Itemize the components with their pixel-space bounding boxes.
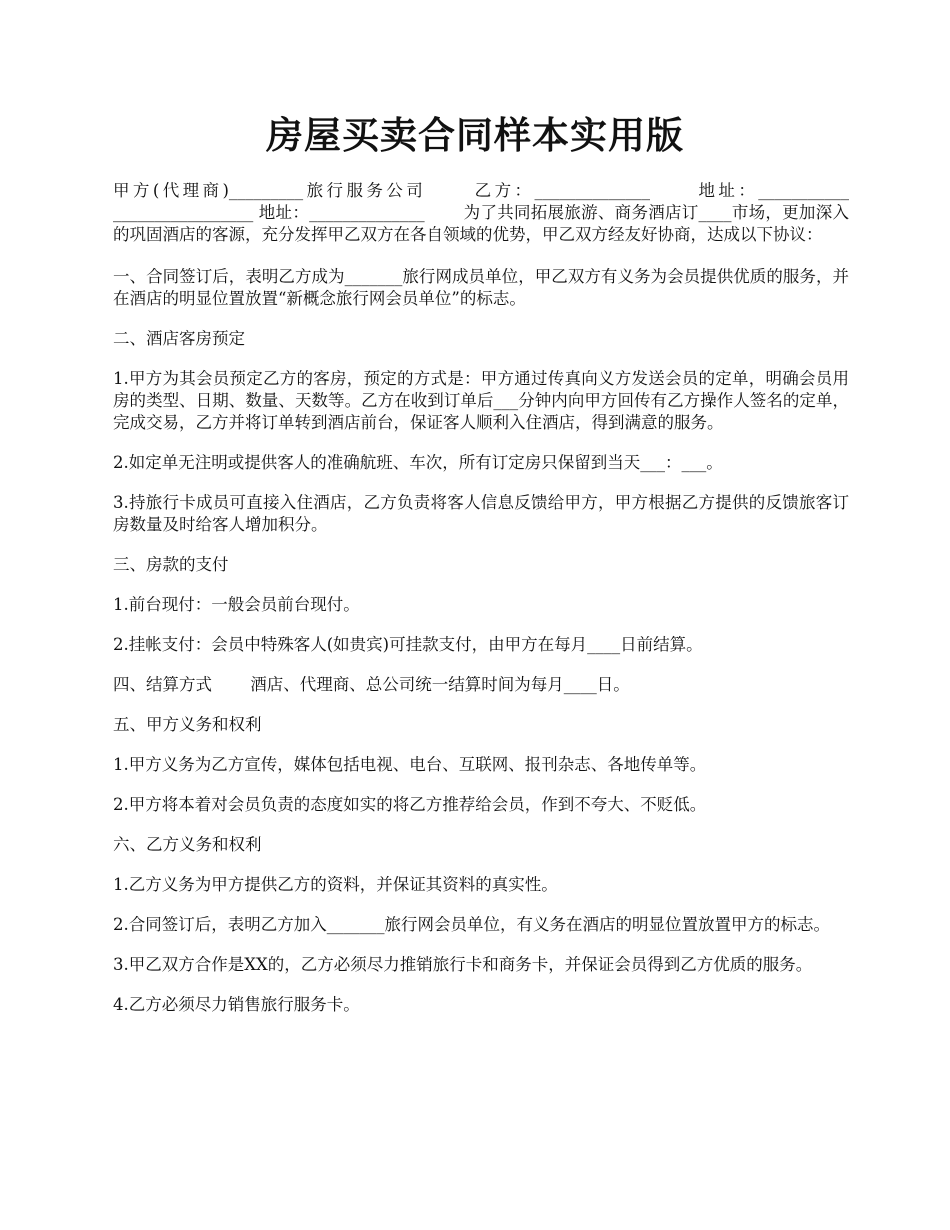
clause-party-b-3: 3.甲乙双方合作是XX的，乙方必须尽力推销旅行卡和商务卡，并保证会员得到乙方优质的服务。 <box>113 955 813 974</box>
clause-1: 一、合同签订后，表明乙方成为_______旅行网成员单位，甲乙双方有义务为会员提供优质的服务，并在酒店的明显位置放置“新概念旅行网会员单位”的标志。 <box>113 267 849 308</box>
clause-party-a-2: 2.甲方将本着对会员负责的态度如实的将乙方推荐给会员，作到不夸大、不贬低。 <box>113 795 707 814</box>
clause-booking-1: 1.甲方为其会员预定乙方的客房，预定的方式是：甲方通过传真向义方发送会员的定单，明确会员用房的类型、日期、数量、天数等。乙方在收到订单后___分钟内向甲方回传有乙方操作人签名的定单，完成交易，乙方并将订单转到酒店前台，保证客人顺利入住酒店，得到满意的服务。 <box>113 369 849 432</box>
section-settlement: 四、结算方式 酒店、代理商、总公司统一结算时间为每月____日。 <box>113 675 630 694</box>
clause-booking-2: 2.如定单无注明或提供客人的准确航班、车次，所有订定房只保留到当天___：___。 <box>113 453 723 472</box>
clause-booking-3: 3.持旅行卡成员可直接入住酒店，乙方负责将客人信息反馈给甲方，甲方根据乙方提供的反馈旅客订房数量及时给客人增加积分。 <box>113 493 849 534</box>
section-heading-payment: 三、房款的支付 <box>113 555 229 574</box>
section-heading-party-b: 六、乙方义务和权利 <box>113 835 262 854</box>
document-body <box>113 180 849 1034</box>
section-heading-party-a: 五、甲方义务和权利 <box>113 715 262 734</box>
intro-paragraph: 甲方(代理商)_________旅行服务公司 乙方：______________ 地址：___________ _________________ 地址：______________ 为了共同拓展旅游、商务酒店订____市场，更加深入的巩固酒店的客源，充分发挥甲乙双方在各自领域的优势，甲乙双方经友好协商，达成以下协议： <box>113 181 849 244</box>
clause-party-a-1: 1.甲方义务为乙方宣传，媒体包括电视、电台、互联网、报刊杂志、各地传单等。 <box>113 755 707 774</box>
document-title: 房屋买卖合同样本实用版 <box>266 113 684 157</box>
clause-payment-1: 1.前台现付：一般会员前台现付。 <box>113 595 360 614</box>
clause-party-b-4: 4.乙方必须尽力销售旅行服务卡。 <box>113 995 360 1014</box>
clause-party-b-2: 2.合同签订后，表明乙方加入_______旅行网会员单位，有义务在酒店的明显位置放置甲方的标志。 <box>113 915 830 934</box>
clause-payment-2: 2.挂帐支付：会员中特殊客人(如贵宾)可挂款支付，由甲方在每月____日前结算。 <box>113 635 703 654</box>
section-heading-room-booking: 二、酒店客房预定 <box>113 329 245 348</box>
clause-party-b-1: 1.乙方义务为甲方提供乙方的资料，并保证其资料的真实性。 <box>113 875 558 894</box>
